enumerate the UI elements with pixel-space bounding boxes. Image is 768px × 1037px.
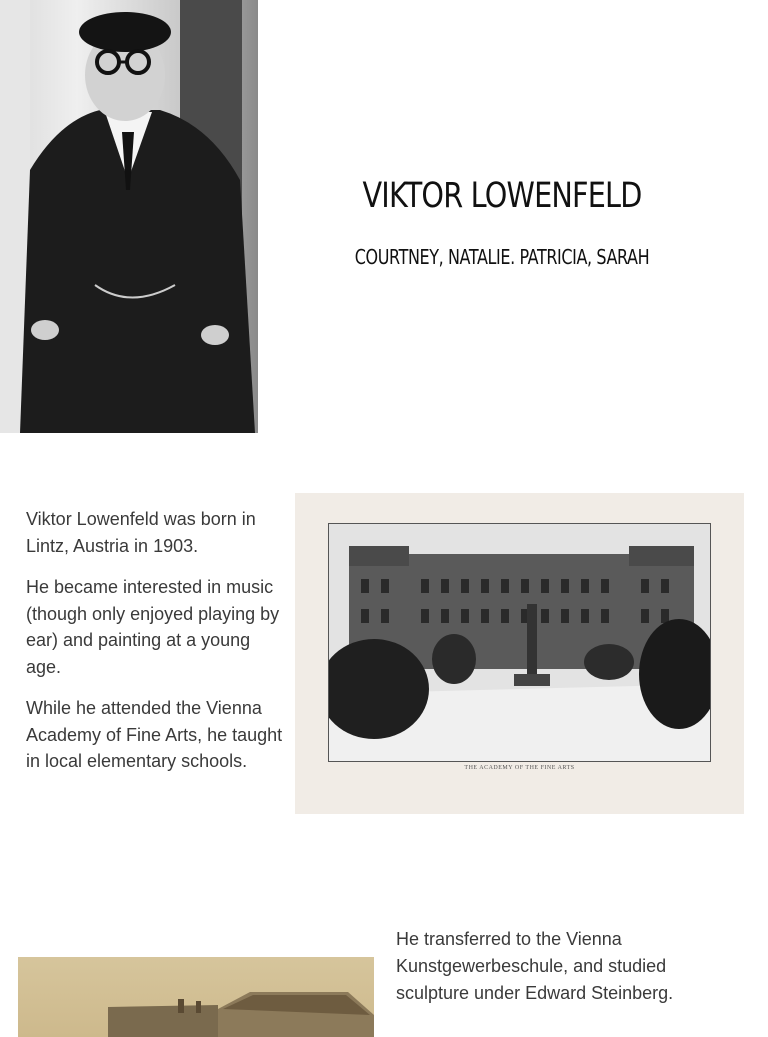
- intro-text-block: [26, 506, 288, 790]
- academy-photo: [328, 523, 711, 762]
- page-title: VIKTOR LOWENFELD: [362, 176, 642, 216]
- kunstgewerbeschule-photo: [18, 957, 374, 1037]
- portrait-photo: [0, 0, 258, 433]
- paragraph-birth: Viktor Lowenfeld was born in Lintz, Austria in 1903.: [26, 509, 256, 556]
- paragraph-academy: While he attended the Vienna Academy of Fine Arts, he taught in local elementary schools.: [26, 698, 283, 771]
- academy-caption: THE ACADEMY OF THE FINE ARTS: [464, 765, 575, 771]
- authors-subtitle: COURTNEY, NATALIE. PATRICIA, SARAH: [354, 245, 650, 269]
- paragraph-interests: He became interested in music (though only enjoyed playing by ear) and painting at a young age.: [26, 577, 280, 677]
- paragraph-transfer: He transferred to the Vienna Kunstgewerbeschule, and studied sculpture under Edward Steinberg.: [396, 929, 674, 1003]
